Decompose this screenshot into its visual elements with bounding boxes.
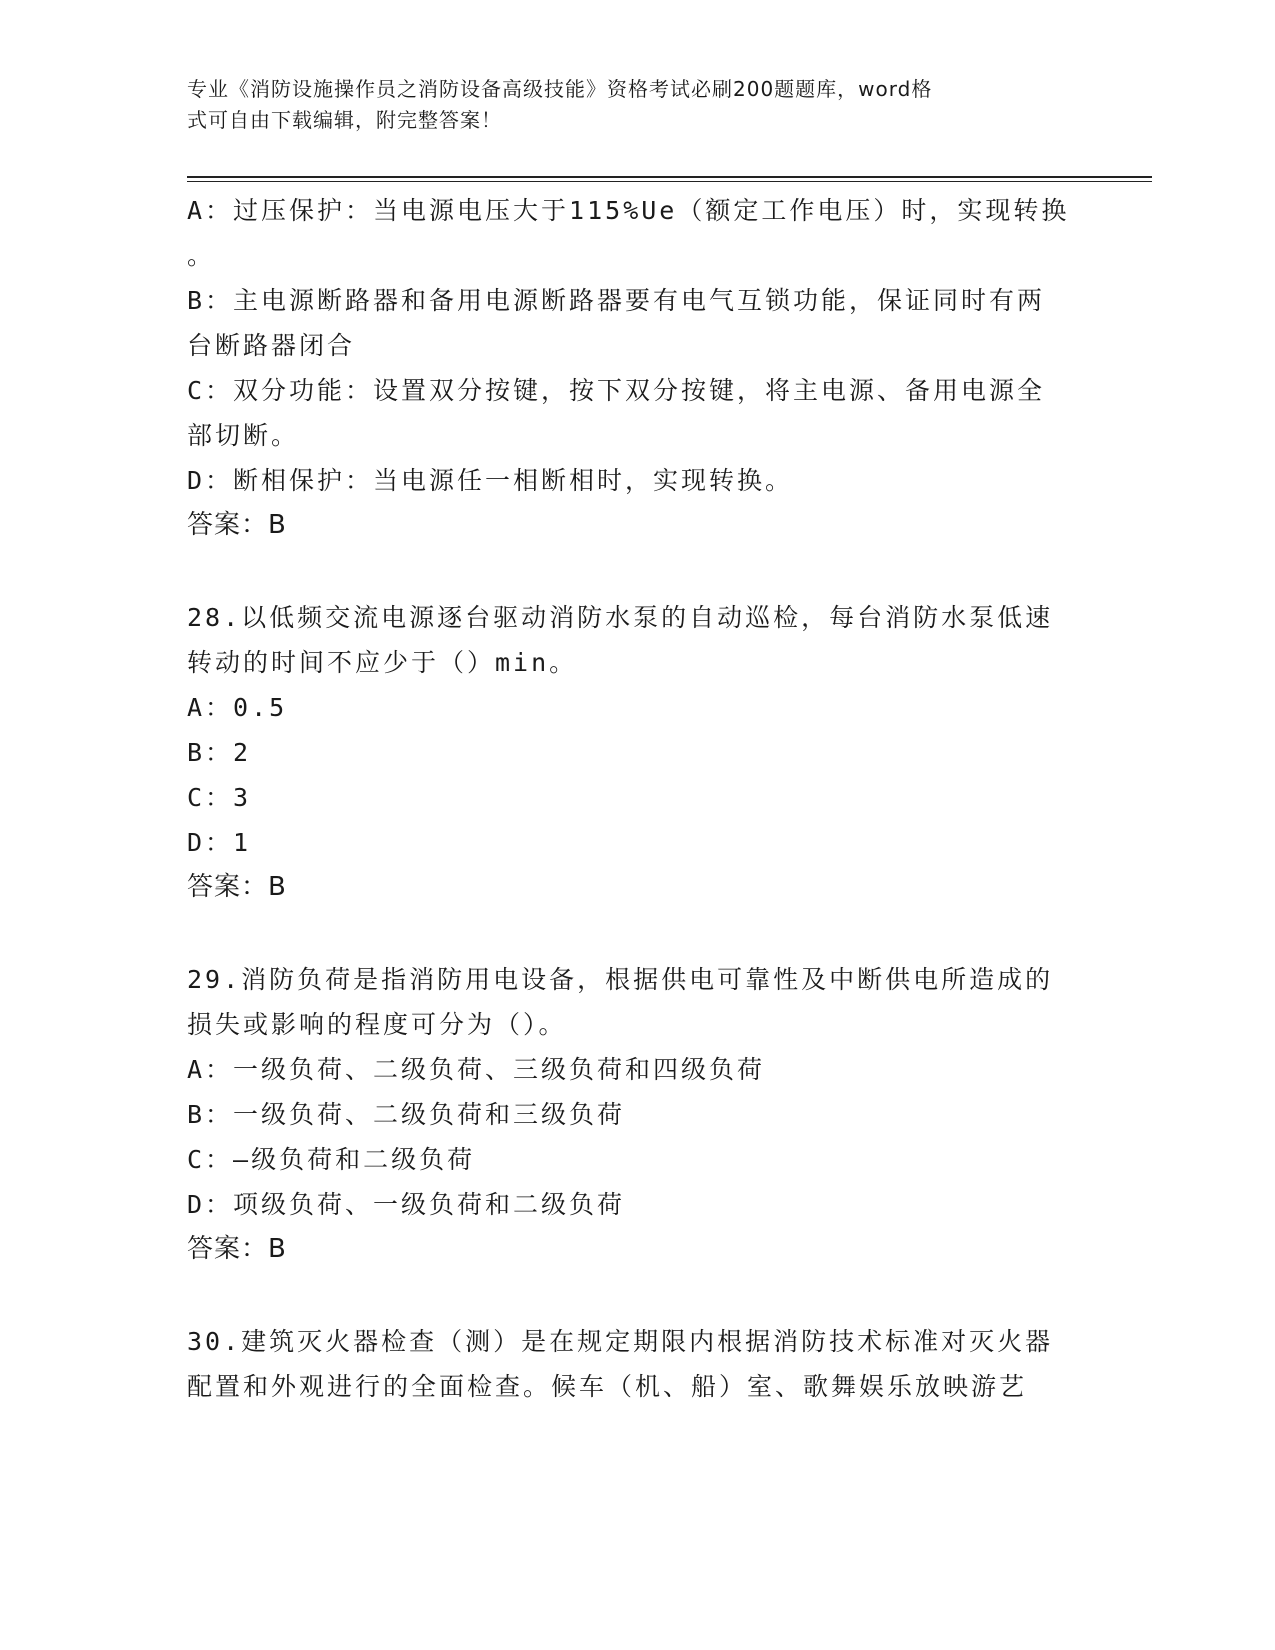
spacer — [187, 548, 1087, 595]
question-text-line-1: 28.以低频交流电源逐台驱动消防水泵的自动巡检，每台消防水泵低速 — [187, 603, 1054, 632]
question-27-options — [187, 188, 1087, 548]
question-text-line-1: 30.建筑灭火器检查（测）是在规定期限内根据消防技术标准对灭火器 — [187, 1327, 1054, 1356]
question-text-line-1: 29.消防负荷是指消防用电设备，根据供电可靠性及中断供电所造成的 — [187, 965, 1054, 994]
option-c: C：3 — [187, 783, 252, 812]
header-line-2: 式可自由下载编辑，附完整答案！ — [187, 108, 502, 132]
question-text-line-2: 转动的时间不应少于（）min。 — [187, 648, 578, 677]
option-a: A：一级负荷、二级负荷、三级负荷和四级负荷 — [187, 1055, 766, 1084]
question-list — [187, 188, 1087, 1409]
question-28 — [187, 595, 1087, 910]
option-a-line-2: 。 — [187, 241, 216, 270]
header-divider-thick — [187, 176, 1152, 178]
answer: 答案：B — [187, 1234, 287, 1264]
answer: 答案：B — [187, 510, 287, 540]
option-d: D：断相保护：当电源任一相断相时，实现转换。 — [187, 466, 794, 495]
spacer — [187, 910, 1087, 957]
option-b: B：一级负荷、二级负荷和三级负荷 — [187, 1100, 626, 1129]
option-c-line-1: C：双分功能：设置双分按键，按下双分按键，将主电源、备用电源全 — [187, 376, 1046, 405]
answer: 答案：B — [187, 872, 287, 902]
option-b: B：2 — [187, 738, 252, 767]
header-divider-thin — [187, 181, 1152, 182]
question-text-line-2: 配置和外观进行的全面检查。候车（机、船）室、歌舞娱乐放映游艺 — [187, 1372, 1028, 1401]
question-text-line-2: 损失或影响的程度可分为（）。 — [187, 1010, 567, 1039]
option-b-line-1: B：主电源断路器和备用电源断路器要有电气互锁功能，保证同时有两 — [187, 286, 1046, 315]
option-c: C：—级负荷和二级负荷 — [187, 1145, 476, 1174]
option-d: D：1 — [187, 828, 252, 857]
question-30 — [187, 1319, 1087, 1409]
header-line-1: 专业《消防设施操作员之消防设备高级技能》资格考试必刷200题题库，word格 — [187, 77, 933, 101]
option-b-line-2: 台断路器闭合 — [187, 331, 356, 360]
question-29 — [187, 957, 1087, 1272]
document-header — [187, 74, 1067, 136]
spacer — [187, 1272, 1087, 1319]
option-d: D：项级负荷、一级负荷和二级负荷 — [187, 1190, 626, 1219]
option-a: A：0.5 — [187, 693, 288, 722]
option-c-line-2: 部切断。 — [187, 421, 300, 450]
option-a-line-1: A：过压保护：当电源电压大于115%Ue（额定工作电压）时，实现转换 — [187, 196, 1070, 225]
